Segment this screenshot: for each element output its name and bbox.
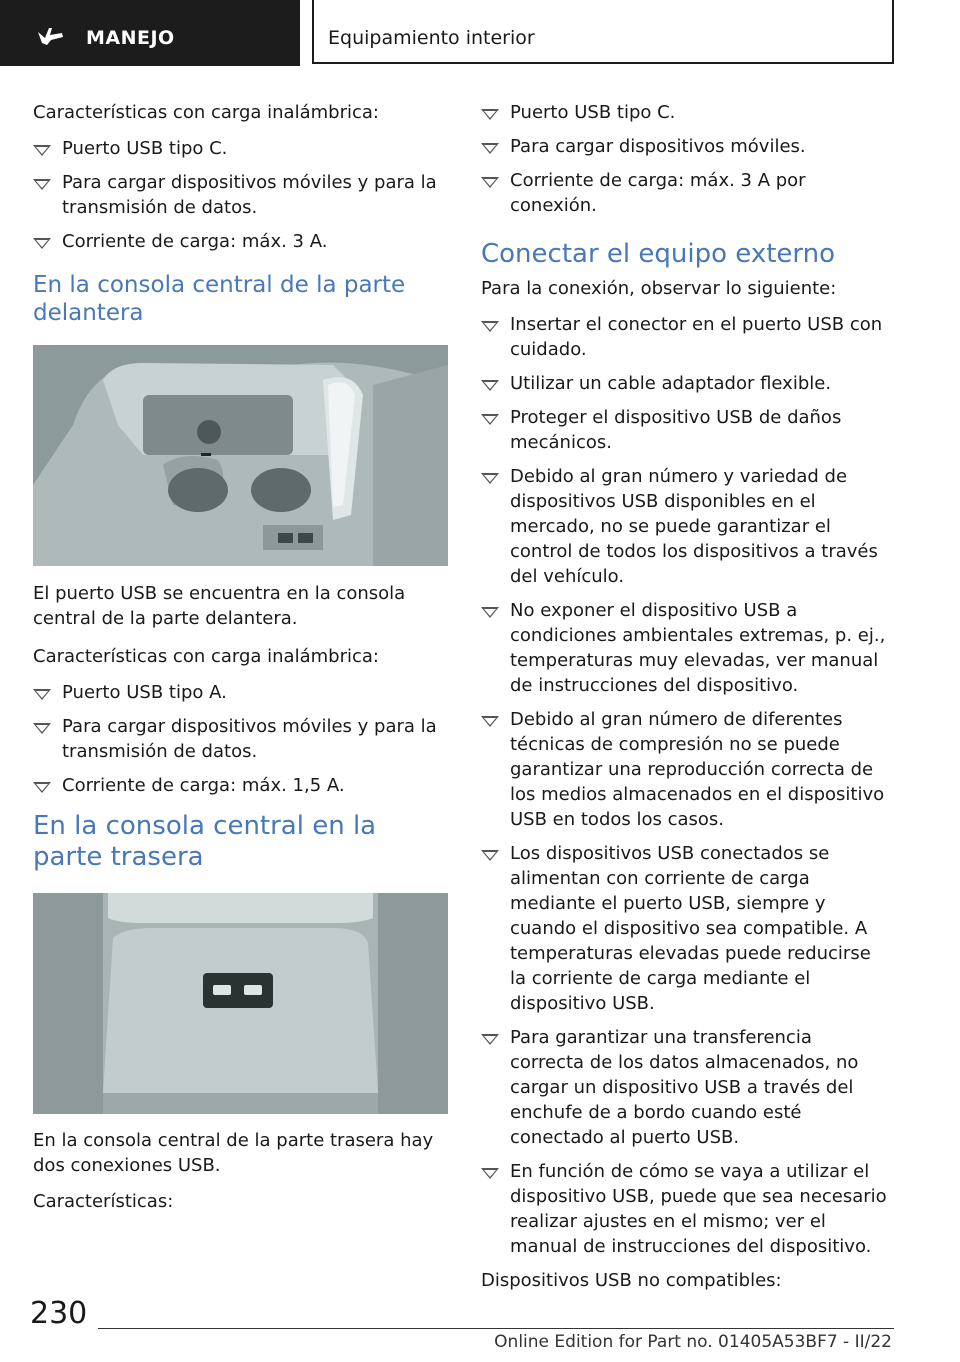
bullet-triangle-icon	[481, 850, 499, 861]
chapter-box	[312, 0, 894, 64]
list-item: Para cargar dispositivos móviles y para la transmisión de datos.	[33, 170, 448, 220]
list-item: En función de cómo se vaya a utilizar el dispositivo USB, puede que sea necesario realizar ajustes en el mismo; ver el manual de instrucciones del dispositivo.	[481, 1159, 891, 1259]
page-number: 230	[30, 1296, 88, 1331]
list-item: Corriente de carga: máx. 1,5 A.	[33, 773, 448, 798]
list-item: Debido al gran número de diferentes técnicas de compresión no se puede garantizar una reproducción correcta de los medios almacenados en el dispositivo USB en todos los casos.	[481, 707, 891, 832]
bullet-triangle-icon	[33, 723, 51, 734]
section-tab	[0, 0, 300, 66]
list-item: Para cargar dispositivos móviles y para la transmisión de datos.	[33, 714, 448, 764]
list-item: No exponer el dispositivo USB a condiciones ambientales extremas, p. ej., temperaturas muy elevadas, ver manual de instrucciones del dispositivo.	[481, 598, 891, 698]
list-item: Los dispositivos USB conectados se alimentan con corriente de carga mediante el puerto USB, siempre y cuando el dispositivo sea compatible. A temperaturas elevadas puede reducirse la corriente de carga mediante el dispositivo USB.	[481, 841, 891, 1016]
list-item: Debido al gran número y variedad de dispositivos USB disponibles en el mercado, no se puede garantizar el control de todos los dispositivos a través del vehículo.	[481, 464, 891, 589]
front-intro: Características con carga inalámbrica:	[33, 646, 379, 667]
bullet-triangle-icon	[481, 380, 499, 391]
left-column	[33, 100, 448, 1214]
chapter-title: Equipamiento interior	[328, 27, 535, 49]
right-column	[481, 100, 891, 1293]
bullet-triangle-icon	[33, 689, 51, 700]
feature-list-1	[33, 136, 448, 254]
connect-intro: Para la conexión, observar lo siguiente:	[481, 278, 837, 299]
front-caption: El puerto USB se encuentra en la consola central de la parte delantera.	[33, 583, 406, 629]
connect-instructions-list	[481, 312, 891, 1259]
unsupported-devices-intro: Dispositivos USB no compatibles:	[481, 1270, 782, 1291]
list-item: Proteger el dispositivo USB de daños mecánicos.	[481, 405, 891, 455]
list-item: Insertar el conector en el puerto USB con cuidado.	[481, 312, 891, 362]
bullet-triangle-icon	[33, 782, 51, 793]
bullet-triangle-icon	[33, 145, 51, 156]
bullet-triangle-icon	[33, 238, 51, 249]
list-item: Puerto USB tipo A.	[33, 680, 448, 705]
list-item: Para garantizar una transferencia correcta de los datos almacenados, no cargar un dispositivo USB a través del enchufe de a bordo cuando esté conectado al puerto USB.	[481, 1025, 891, 1150]
footer-divider	[98, 1328, 894, 1329]
heading-rear-console: En la consola central en la parte trasera	[33, 811, 377, 872]
bullet-triangle-icon	[481, 473, 499, 484]
edition-note: Online Edition for Part no. 01405A53BF7 - II/22	[494, 1332, 892, 1352]
bullet-triangle-icon	[481, 143, 499, 154]
list-item: Para cargar dispositivos móviles.	[481, 134, 891, 159]
bullet-triangle-icon	[481, 1168, 499, 1179]
section-title: MANEJO	[86, 27, 175, 49]
feature-list-2	[33, 680, 448, 798]
rear-caption: En la consola central de la parte trasera hay dos conexiones USB.	[33, 1130, 434, 1176]
heading-connect-device: Conectar el equipo externo	[481, 239, 836, 269]
list-item: Corriente de carga: máx. 3 A.	[33, 229, 448, 254]
bullet-triangle-icon	[481, 177, 499, 188]
list-item: Puerto USB tipo C.	[481, 100, 891, 125]
front-console-photo	[33, 345, 448, 566]
rear-intro: Características:	[33, 1191, 174, 1212]
list-item: Puerto USB tipo C.	[33, 136, 448, 161]
rear-console-photo	[33, 893, 448, 1114]
bullet-triangle-icon	[481, 109, 499, 120]
steering-hand-icon	[36, 22, 66, 46]
bullet-triangle-icon	[481, 1034, 499, 1045]
list-item: Utilizar un cable adaptador flexible.	[481, 371, 891, 396]
bullet-triangle-icon	[481, 321, 499, 332]
list-item: Corriente de carga: máx. 3 A por conexión.	[481, 168, 891, 218]
bullet-triangle-icon	[33, 179, 51, 190]
bullet-triangle-icon	[481, 607, 499, 618]
intro-paragraph: Características con carga inalámbrica:	[33, 102, 379, 123]
bullet-triangle-icon	[481, 414, 499, 425]
rear-feature-list	[481, 100, 891, 218]
heading-front-console: En la consola central de la parte delantera	[33, 272, 406, 326]
bullet-triangle-icon	[481, 716, 499, 727]
